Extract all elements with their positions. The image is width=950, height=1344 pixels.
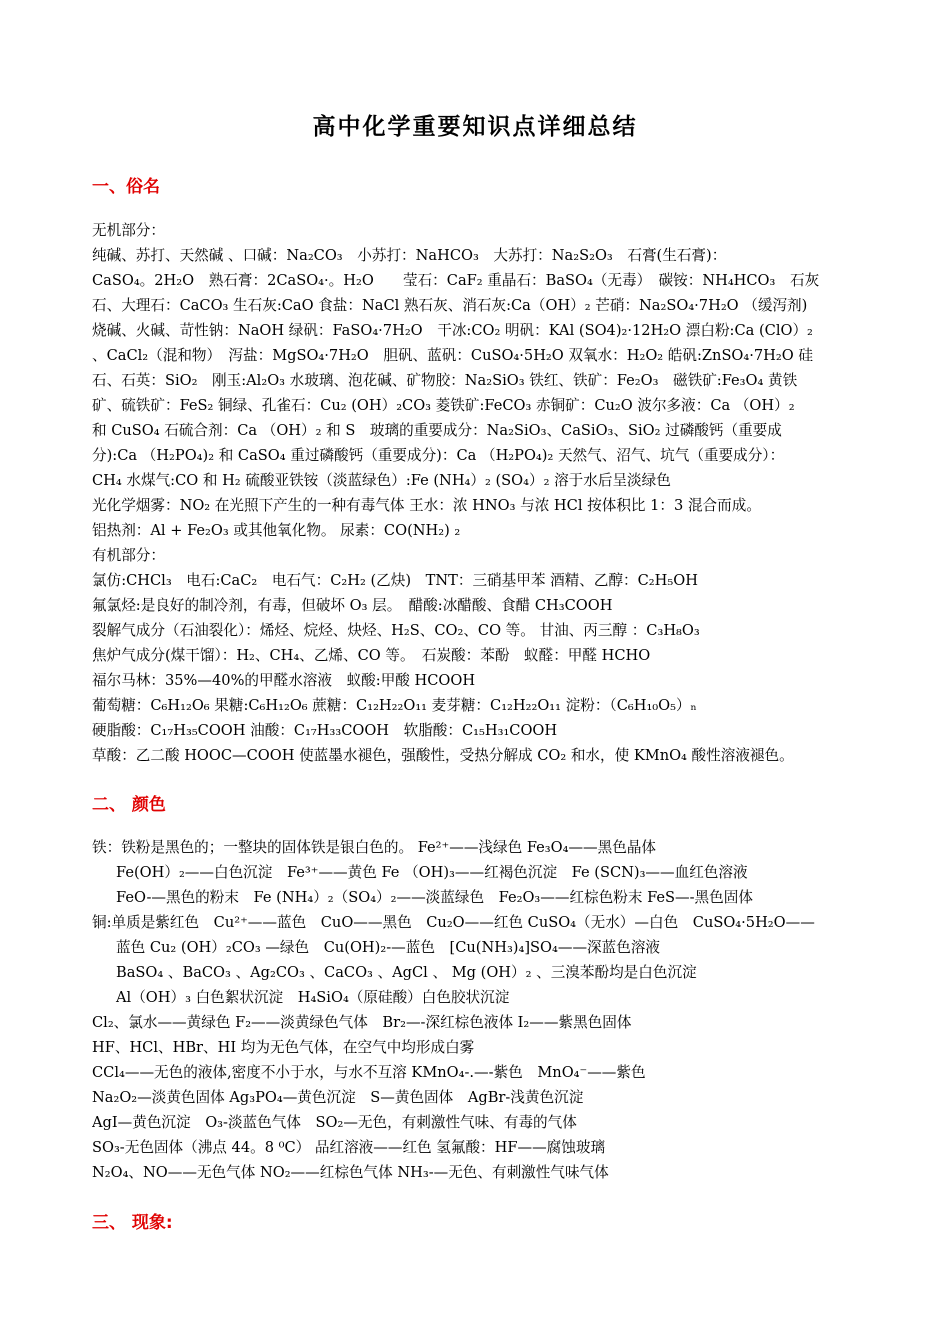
text-line: 有机部分：	[92, 547, 165, 564]
section-body-names	[92, 218, 862, 768]
section-heading-names: 一、俗名	[92, 177, 160, 197]
text-line: 矿、硫铁矿：FeS₂ 铜绿、孔雀石：Cu₂ (OH）₂CO₃ 菱铁矿:FeCO₃ 赤铜矿：Cu₂O 波尔多液：Ca （OH）₂	[92, 397, 795, 414]
text-line: CaSO₄。2H₂O 熟石膏：2CaSO₄·。H₂O 莹石：CaF₂ 重晶石：BaSO₄（无毒） 碳铵：NH₄HCO₃ 石灰	[92, 272, 820, 289]
text-line: Na₂O₂—淡黄色固体 Ag₃PO₄—黄色沉淀 S—黄色固体 AgBr-浅黄色沉淀	[92, 1089, 584, 1106]
text-line: 分):Ca （H₂PO₄)₂ 和 CaSO₄ 重过磷酸钙（重要成分)：Ca （H₂PO₄)₂ 天然气、沼气、坑气（重要成分）：	[92, 447, 785, 464]
text-line: HF、HCl、HBr、HI 均为无色气体，在空气中均形成白雾	[92, 1039, 475, 1056]
text-line: 、CaCl₂（混和物） 泻盐：MgSO₄·7H₂O 胆矾、蓝矾：CuSO₄·5H₂O 双氧水：H₂O₂ 皓矾:ZnSO₄·7H₂O 硅	[92, 347, 813, 364]
text-line: FeO-—黑色的粉末 Fe (NH₄）₂（SO₄）₂——淡蓝绿色 Fe₂O₃——红棕色粉末 FeS—-黑色固体	[116, 889, 753, 906]
text-line: Cl₂、氯水——黄绿色 F₂——淡黄绿色气体 Br₂—-深红棕色液体 I₂——紫黑色固体	[92, 1014, 632, 1031]
text-line: 蓝色 Cu₂ (OH）₂CO₃ —绿色 Cu(OH)₂-—蓝色 [Cu(NH₃)₄]SO₄——深蓝色溶液	[116, 939, 661, 956]
section-heading-colors: 二、 颜色	[92, 795, 166, 815]
text-line: 铁：铁粉是黑色的；一整块的固体铁是银白色的。 Fe²⁺——浅绿色 Fe₃O₄——黑色晶体	[92, 839, 657, 856]
text-line: 石、大理石：CaCO₃ 生石灰:CaO 食盐：NaCl 熟石灰、消石灰:Ca（OH）₂ 芒硝：Na₂SO₄·7H₂O （缓泻剂)	[92, 297, 808, 314]
text-line: N₂O₄、NO——无色气体 NO₂——红棕色气体 NH₃-—无色、有刺激性气味气体	[92, 1164, 609, 1181]
text-line: 焦炉气成分(煤干馏）：H₂、CH₄、乙烯、CO 等。 石炭酸：苯酚 蚁醛：甲醛 HCHO	[92, 647, 651, 664]
text-line: 铜:单质是紫红色 Cu²⁺——蓝色 CuO——黑色 Cu₂O——红色 CuSO₄（无水）—白色 CuSO₄·5H₂O——	[92, 914, 815, 931]
text-line: AgI—黄色沉淀 O₃-淡蓝色气体 SO₂—无色，有刺激性气味、有毒的气体	[92, 1114, 577, 1131]
text-line: 和 CuSO₄ 石硫合剂：Ca （OH）₂ 和 S 玻璃的重要成分：Na₂SiO₃、CaSiO₃、SiO₂ 过磷酸钙（重要成	[92, 422, 782, 439]
section-heading-phenomena: 三、 现象:	[92, 1213, 173, 1233]
text-line: 氯仿:CHCl₃ 电石:CaC₂ 电石气：C₂H₂ (乙炔) TNT：三硝基甲苯 酒精、乙醇：C₂H₅OH	[92, 572, 698, 589]
text-line: 葡萄糖：C₆H₁₂O₆ 果糖:C₆H₁₂O₆ 蔗糖：C₁₂H₂₂O₁₁ 麦芽糖：C₁₂H₂₂O₁₁ 淀粉：（C₆H₁₀O₅）ₙ	[92, 697, 697, 714]
text-line: 硬脂酸：C₁₇H₃₅COOH 油酸：C₁₇H₃₃COOH 软脂酸：C₁₅H₃₁COOH	[92, 722, 558, 739]
text-line: Fe(OH）₂——白色沉淀 Fe³⁺——黄色 Fe （OH)₃——红褐色沉淀 Fe (SCN)₃——血红色溶液	[116, 864, 748, 881]
page-title: 高中化学重要知识点详细总结	[312, 114, 638, 140]
section-body-colors	[92, 835, 862, 1185]
text-line: 纯碱、苏打、天然碱 、口碱：Na₂CO₃ 小苏打：NaHCO₃ 大苏打：Na₂S₂O₃ 石膏(生石膏)：	[92, 247, 727, 264]
text-line: Al（OH）₃ 白色絮状沉淀 H₄SiO₄（原硅酸）白色胶状沉淀	[116, 989, 510, 1006]
text-line: 裂解气成分（石油裂化）：烯烃、烷烃、炔烃、H₂S、CO₂、CO 等。 甘油、丙三醇 ：C₃H₈O₃	[92, 622, 700, 639]
text-line: 无机部分：	[92, 222, 165, 239]
text-line: BaSO₄ 、BaCO₃ 、Ag₂CO₃ 、CaCO₃ 、AgCl 、 Mg (OH）₂ 、三溴苯酚均是白色沉淀	[116, 964, 697, 981]
text-line: SO₃-无色固体（沸点 44。8 ⁰C） 品红溶液——红色 氢氟酸：HF——腐蚀玻璃	[92, 1139, 606, 1156]
text-line: 铝热剂：Al + Fe₂O₃ 或其他氧化物。 尿素：CO(NH₂) ₂	[92, 522, 461, 539]
text-line: 石、石英：SiO₂ 刚玉:Al₂O₃ 水玻璃、泡花碱、矿物胶：Na₂SiO₃ 铁红、铁矿：Fe₂O₃ 磁铁矿:Fe₃O₄ 黄铁	[92, 372, 798, 389]
text-line: 福尔马林：35%—40%的甲醛水溶液 蚁酸:甲酸 HCOOH	[92, 672, 476, 689]
text-line: 草酸：乙二酸 HOOC—COOH 使蓝墨水褪色，强酸性，受热分解成 CO₂ 和水，使 KMnO₄ 酸性溶液褪色。	[92, 747, 794, 764]
text-line: CH₄ 水煤气:CO 和 H₂ 硫酸亚铁铵（淡蓝绿色）:Fe (NH₄）₂ (SO₄）₂ 溶于水后呈淡绿色	[92, 472, 671, 489]
text-line: CCl₄——无色的液体,密度不小于水，与水不互溶 KMnO₄-.—-紫色 MnO₄⁻——紫色	[92, 1064, 646, 1081]
text-line: 氟氯烃:是良好的制冷剂，有毒，但破坏 O₃ 层。 醋酸:冰醋酸、食醋 CH₃COOH	[92, 597, 613, 614]
text-line: 烧碱、火碱、苛性钠：NaOH 绿矾：FaSO₄·7H₂O 干冰:CO₂ 明矾：KAl (SO4)₂·12H₂O 漂白粉:Ca (ClO）₂	[92, 322, 813, 339]
text-line: 光化学烟雾：NO₂ 在光照下产生的一种有毒气体 王水：浓 HNO₃ 与浓 HCl 按体积比 1：3 混合而成。	[92, 497, 761, 514]
